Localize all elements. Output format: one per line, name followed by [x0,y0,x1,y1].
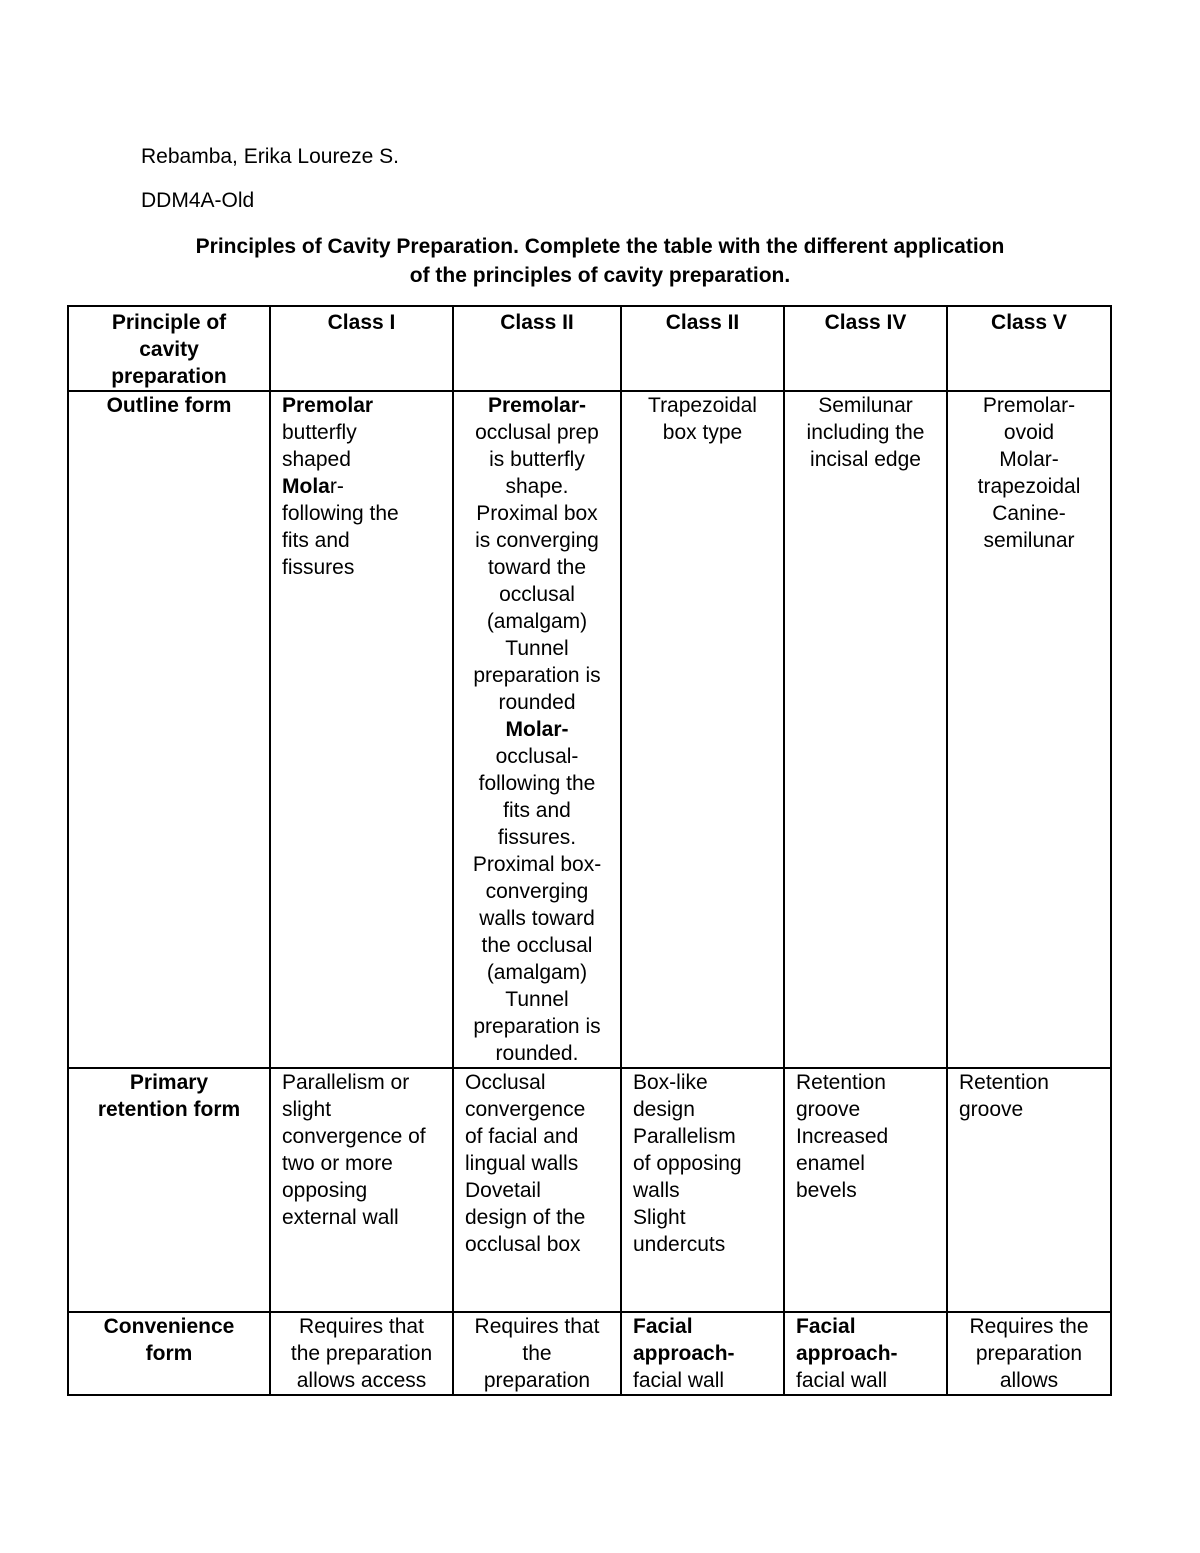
cell-line: Slight [633,1206,686,1229]
cell-line: (amalgam) [486,610,588,633]
cell-line-bold: Facial [796,1315,856,1338]
cell-outline-class-5 [947,391,1111,1068]
cell-line: design of the [465,1206,586,1229]
cell-line: preparation is [473,664,601,687]
cell-line: occlusal- [495,745,579,768]
cell-line: shape. [505,475,569,498]
assignment-heading [60,232,1140,290]
cell-outline-class-2 [453,391,621,1068]
row-label-outline: Outline form [68,391,270,1068]
cell-convenience-class-4 [784,1312,947,1395]
cavity-preparation-table [67,305,1112,1396]
cell-line: of facial and [465,1125,579,1148]
cell-line: occlusal prep [475,421,599,444]
cell-line: walls [633,1179,680,1202]
cell-line: r- [329,475,344,498]
cell-line: Premolar [282,394,374,417]
cell-line: Canine- [992,502,1066,525]
cell-line: Tunnel [505,988,569,1011]
cell-outline-class-4 [784,391,947,1068]
cell-line: Proximal box [476,502,598,525]
cell-line: enamel [796,1152,865,1175]
row-label-line: Primary [129,1071,209,1094]
cell-line-bold: approach- [796,1342,898,1365]
cell-retention-class-4 [784,1068,947,1312]
cell-line: preparation is [473,1015,601,1038]
cell-line: ovoid [1003,421,1055,444]
cell-line: slight [282,1098,332,1121]
cell-line: external wall [282,1206,399,1229]
cell-line: walls toward [479,907,595,930]
cell-line: design [633,1098,695,1121]
cell-line: facial wall [633,1369,725,1392]
cell-line: the preparation [290,1342,433,1365]
header-class-4: Class IV [784,306,947,391]
cell-line: Dovetail [465,1179,541,1202]
cell-line: butterfly [282,421,357,444]
cell-line: fissures. [497,826,577,849]
cell-line: the occlusal [481,934,593,957]
cell-line: allows [999,1369,1059,1392]
cell-outline-class-3 [621,391,784,1068]
cell-line: Proximal box- [472,853,602,876]
cell-line: toward the [487,556,587,579]
cell-line: facial wall [796,1369,888,1392]
cell-line: Tunnel [505,637,569,660]
cell-line: Premolar- [982,394,1076,417]
cell-line: semilunar [983,529,1075,552]
cell-line: fits and [503,799,571,822]
cell-retention-class-1 [270,1068,453,1312]
cell-line-bold: approach- [633,1342,735,1365]
table-row-primary-retention-form [68,1068,1111,1312]
cell-retention-class-2 [453,1068,621,1312]
header-principle-line: Principle of [111,311,227,334]
section-code: DDM4A-Old [141,189,255,212]
cell-line: opposing [282,1179,368,1202]
table-row-outline-form [68,391,1111,1068]
table-header-row [68,306,1111,391]
cell-line: groove [959,1098,1024,1121]
table-row-convenience-form [68,1312,1111,1395]
cell-convenience-class-2 [453,1312,621,1395]
cell-line-bold: Mola [282,475,330,498]
cell-line: Retention [796,1071,886,1094]
cell-line: fits and [282,529,350,552]
cell-line: convergence of [282,1125,426,1148]
cell-line: preparation [483,1369,591,1392]
cell-line: Parallelism [633,1125,736,1148]
row-label-line: form [145,1342,193,1365]
cell-line: Parallelism or [282,1071,410,1094]
header-class-3: Class II [621,306,784,391]
cell-retention-class-5 [947,1068,1111,1312]
cell-line-bold: Facial [633,1315,693,1338]
row-label-line: Convenience [103,1315,235,1338]
cell-line: bevels [796,1179,857,1202]
cell-line: including the [806,421,925,444]
cell-line: following the [282,502,399,525]
cell-line: incisal edge [810,448,921,471]
cell-line: is converging [475,529,599,552]
cell-retention-class-3 [621,1068,784,1312]
cell-outline-class-1 [270,391,453,1068]
cell-convenience-class-1 [270,1312,453,1395]
row-label-line: retention form [97,1098,241,1121]
cell-line: Box-like [633,1071,708,1094]
row-label-retention [68,1068,270,1312]
cell-line: box type [662,421,743,444]
cell-line: occlusal box [465,1233,581,1256]
cell-line: Increased [796,1125,889,1148]
header-class-2: Class II [453,306,621,391]
author-name: Rebamba, Erika Loureze S. [141,145,399,168]
cell-line: occlusal [499,583,575,606]
cell-line: undercuts [633,1233,726,1256]
cell-line: Trapezoidal [648,394,757,417]
cell-line: Molar- [999,448,1059,471]
cell-line: Requires that [474,1315,600,1338]
cell-line: is butterfly [489,448,585,471]
header-class-5: Class V [947,306,1111,391]
cell-line: allows access [296,1369,427,1392]
cell-line: two or more [282,1152,393,1175]
row-label-convenience [68,1312,270,1395]
cell-line-bold: Molar- [505,718,569,741]
cell-convenience-class-5 [947,1312,1111,1395]
cell-line: groove [796,1098,861,1121]
cell-line: convergence [465,1098,586,1121]
heading-line-2: of the principles of cavity preparation. [409,264,791,287]
cell-line: (amalgam) [486,961,588,984]
heading-line-1: Principles of Cavity Preparation. Complete the table with the different application [195,235,1005,258]
cell-line: Retention [959,1071,1049,1094]
cell-line: shaped [282,448,351,471]
header-principle [68,306,270,391]
cell-line: Semilunar [818,394,913,417]
cell-line: of opposing [633,1152,742,1175]
cell-line: following the [478,772,596,795]
cell-line: Occlusal [465,1071,546,1094]
cell-line: lingual walls [465,1152,579,1175]
cell-line: rounded. [495,1042,579,1065]
cell-line: rounded [498,691,576,714]
cell-line: Requires that [299,1315,424,1338]
header-principle-line: cavity [139,338,199,361]
cell-convenience-class-3 [621,1312,784,1395]
cell-line: converging [485,880,589,903]
header-class-1: Class I [270,306,453,391]
cell-line: trapezoidal [977,475,1081,498]
header-principle-line: preparation [111,365,227,388]
cell-line-bold: Premolar- [487,394,587,417]
cell-line: fissures [282,556,355,579]
cell-line: the [522,1342,552,1365]
cell-line: preparation [975,1342,1083,1365]
cell-line: Requires the [969,1315,1089,1338]
